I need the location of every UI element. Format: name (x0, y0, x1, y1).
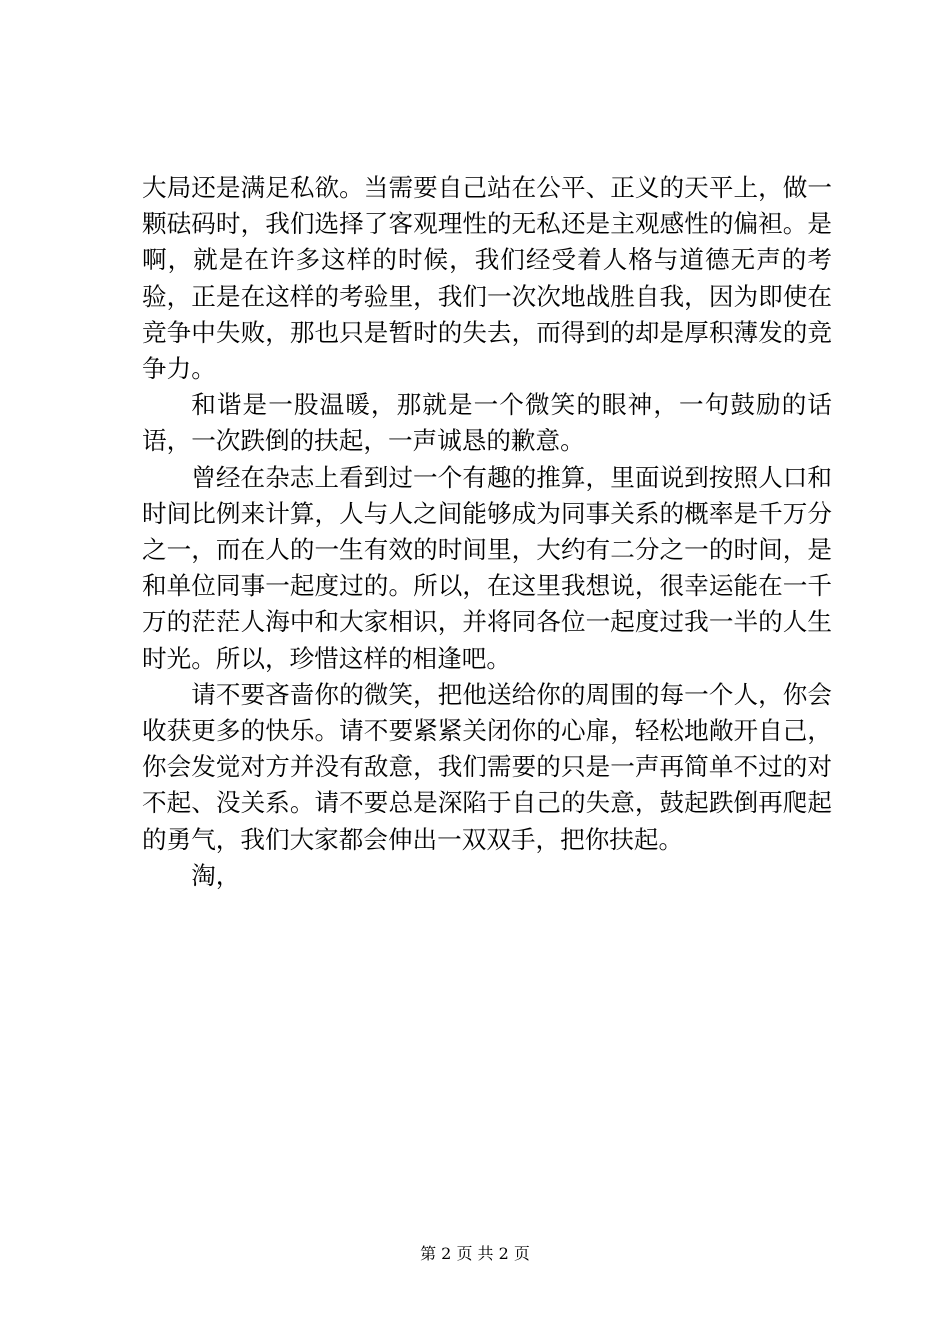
document-body (142, 170, 832, 894)
paragraph-5: 淘， (191, 860, 241, 890)
paragraph-3: 曾经在杂志上看到过一个有趣的推算，里面说到按照人口和时间比例来计算，人与人之间能够成为同事关系的概率是千万分之一，而在人的一生有效的时间里，大约有二分之一的时间，是和单位同事一起度过的。所以，在这里我想说，很幸运能在一千万的茫茫人海中和大家相识，并将同各位一起度过我一半的人生时光。所以，珍惜这样的相逢吧。 (142, 462, 832, 673)
paragraph-1: 大局还是满足私欲。当需要自己站在公平、正义的天平上，做一颗砝码时，我们选择了客观理性的无私还是主观感性的偏袒。是啊，就是在许多这样的时候，我们经受着人格与道德无声的考验，正是在这样的考验里，我们一次次地战胜自我，因为即使在竞争中失败，那也只是暂时的失去，而得到的却是厚积薄发的竞争力。 (142, 173, 832, 384)
page-footer: 第 2 页 共 2 页 (420, 1244, 530, 1263)
paragraph-4: 请不要吝啬你的微笑，把他送给你的周围的每一个人，你会收获更多的快乐。请不要紧紧关闭你的心扉，轻松地敞开自己，你会发觉对方并没有敌意，我们需要的只是一声再简单不过的对不起、没关系。请不要总是深陷于自己的失意，鼓起跌倒再爬起的勇气，我们大家都会伸出一双双手，把你扶起。 (142, 679, 832, 854)
paragraph-2: 和谐是一股温暖，那就是一个微笑的眼神，一句鼓励的话语，一次跌倒的扶起，一声诚恳的歉意。 (142, 390, 832, 456)
